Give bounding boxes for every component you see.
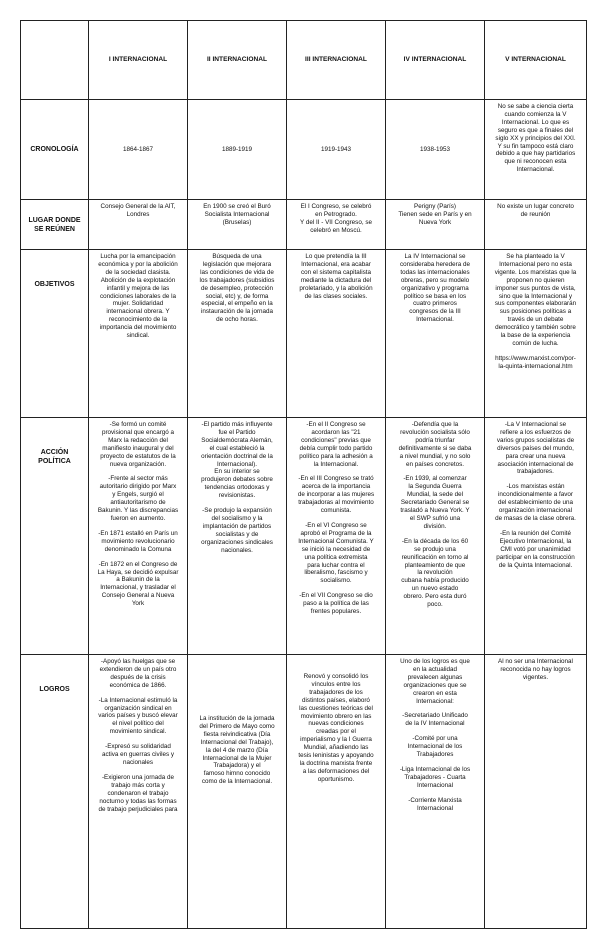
cell-line: -En 1871 estalló en París un (98, 529, 178, 537)
cell-line: para crear una nueva (505, 452, 566, 460)
cell-line: de las clases sociales. (304, 292, 368, 300)
cell-line: creadas por el (316, 728, 356, 736)
cell-line: organización internacional (498, 507, 573, 515)
cell-line: -Se produjo la expansión (202, 507, 272, 515)
cell-line: vigente. Los marxistas que la (494, 268, 577, 276)
cell-line: Lo que pretendía la III (305, 253, 367, 260)
line-gap (93, 468, 183, 475)
cell-line: organizaciones que se (403, 681, 467, 689)
cell-line: reconocida no hay logros (500, 665, 571, 673)
line-gap (291, 585, 381, 592)
cell-line: se produjo una (414, 545, 456, 553)
cell-line: se inició la necesidad de (301, 545, 371, 553)
cell-line: siglo XX y principios del XXI. (495, 134, 576, 142)
line-gap (489, 523, 582, 530)
cell-line: reunificación en torno al (401, 553, 469, 561)
cell-line: Internacional del Trabajo), (200, 738, 274, 746)
line-gap (489, 348, 582, 355)
header-row (21, 21, 587, 100)
cell-line: -Comité por una (412, 735, 458, 743)
cell-line: aprobó el Programa de la (300, 529, 372, 537)
cell-line: común de lucha. (512, 339, 559, 347)
cell-line: POLÍTICA (38, 458, 71, 465)
cell-line: LUGAR DONDE (28, 216, 81, 224)
cell-line: nocturno y todas las formas (99, 797, 177, 805)
cell-line: -En la década de los 60 (401, 537, 469, 545)
cell-line: en Petrogrado. (315, 210, 357, 218)
cell-line: de masas de la clase obrera. (495, 514, 576, 522)
cell-line: democrático y también sobre (495, 324, 576, 332)
cell-line: del establecimiento de una (498, 499, 573, 507)
header-v-internacional: V INTERNACIONAL (485, 21, 587, 100)
cell-lugar-iv (386, 200, 485, 250)
cell-line: denominado la Comuna (104, 545, 172, 553)
cell-line: Se ha planteado la V (506, 253, 565, 260)
cell-line: -Exigieron una jornada de (101, 773, 175, 781)
cell-line: El I Congreso, se celebró (300, 203, 372, 210)
row-cronologia (21, 100, 587, 200)
cell-line: Consejo General a Nueva (101, 592, 175, 600)
cell-line: división. (423, 522, 447, 530)
cell-line: cubana había producido (401, 577, 469, 585)
cell-line: organizativo y programa (401, 284, 469, 292)
cell-line: Bakunin. Y las discrepancias (97, 507, 179, 515)
cell-line: Internacional, y trasladar el (100, 584, 176, 592)
cell-line: participar en la construcción (496, 553, 575, 561)
cell-line: CMI votó por unanimidad (500, 545, 571, 553)
row-label-logros: LOGROS (21, 655, 89, 929)
cell-line: revisionistas. (218, 492, 256, 500)
cell-objetivos-iii (287, 250, 386, 418)
cell-line: Socialista Internacional (204, 210, 270, 218)
cell-line: -Secretariado Unificado (402, 712, 468, 720)
cell-line: nuevas condiciones (308, 720, 364, 728)
cell-line: -El partido más influyente (201, 421, 273, 428)
cell-line: seguro es que a finales del (497, 126, 574, 134)
cell-line: crearon en esta (413, 689, 457, 697)
cell-line: Renovó y consolidó los (303, 673, 369, 680)
cell-line: Internacional (416, 804, 454, 812)
line-gap (192, 500, 282, 507)
cell-line: mujer. Solidaridad (112, 300, 164, 308)
cell-line: Internacional). (217, 460, 257, 468)
cell-line: Y del II - VII Congreso, se (300, 218, 372, 226)
cell-line: Secretariado General se (400, 499, 470, 507)
cell-line: extendieron de un país otro (99, 665, 177, 673)
cell-line: La IV Internacional se (404, 253, 466, 260)
cell-accion-v (485, 418, 587, 655)
cell-line: Internacional de la Mujer (202, 754, 272, 762)
cell-line: todas las internacionales (400, 268, 470, 276)
cell-line: antiautoritarismo de (110, 499, 166, 507)
cell-line: la del 4 de marzo (Día (206, 746, 268, 754)
cell-line: -Frente al sector más (108, 475, 168, 483)
cell-line: para luchar contra el (307, 561, 365, 569)
cell-cronologia-v (485, 100, 587, 200)
cell-line: través de un debate (507, 316, 564, 324)
cell-line: trabajadoras al movimiento (298, 499, 374, 507)
cell-accion-i (89, 418, 188, 655)
cell-line: un nuevo estado (411, 585, 459, 593)
cell-line: imponer sus puntos de vista, (495, 284, 576, 292)
cell-line: proponen no quieren (506, 276, 565, 284)
cell-line: proletariado, y la abolición (299, 284, 373, 292)
cell-line: ACCIÓN (40, 449, 69, 456)
cell-line: produjeron debates sobre (201, 476, 273, 484)
cell-line: -En el VII Congreso se dio (299, 592, 373, 600)
cell-line: a nivel mundial, y no solo (399, 452, 471, 460)
cell-accion-iii (287, 418, 386, 655)
cell-line: proyecto de estatutos de la (100, 452, 176, 460)
cell-line: movimiento obrero en las (300, 712, 372, 720)
cell-line: cuatro primeros (413, 300, 457, 308)
cell-line: la base de la experiencia (500, 332, 571, 340)
cell-line: una política extremista (304, 553, 368, 561)
cell-line: a Bakunin de la (116, 576, 160, 584)
cell-line: asociación internacional de (497, 460, 574, 468)
cell-line: las cuestiones teóricas del (299, 704, 373, 712)
cell-line: nueva organización. (109, 460, 167, 468)
corner-cell (21, 21, 89, 100)
cell-logros-v (485, 655, 587, 929)
cell-line: 1889-1919 (221, 145, 253, 153)
cell-line: Al no ser una Internacional (498, 658, 573, 665)
cell-accion-ii (188, 418, 287, 655)
cell-line: podría triunfar (415, 436, 455, 444)
cell-cronologia-i (89, 100, 188, 200)
line-gap (93, 554, 183, 561)
cell-line: -Liga Internacional de los (399, 765, 471, 773)
cell-line: después de la crisis (110, 673, 166, 681)
cell-line: distintos países, elaboró (302, 696, 370, 704)
cell-line: Internacional pero no esta (499, 260, 572, 268)
cell-line: la doctrina marxista frente (299, 759, 373, 767)
cell-line: socialismo. (320, 577, 352, 585)
row-label-cronologia: CRONOLOGÍA (21, 100, 89, 200)
cell-line: nacionales (122, 758, 154, 766)
cell-line: implantación de partidos (202, 522, 272, 530)
cell-line: debía cumplir todo partido (299, 444, 373, 452)
cell-line: 1864-1867 (122, 145, 154, 153)
cell-logros-i (89, 655, 188, 929)
line-gap (390, 531, 480, 538)
cell-line: debido a que hay partidarios (495, 150, 576, 158)
cell-line: https://www.marxist.com/por- (495, 354, 576, 362)
cell-line: trabajo más corta y (111, 781, 165, 789)
cell-line: No existe un lugar concreto (497, 203, 574, 210)
cell-line: Búsqueda de una (212, 253, 262, 260)
cell-line: paso a la política de las (303, 600, 369, 608)
cell-line: la-quinta-internacional.htm (498, 362, 573, 370)
cell-line: 1919-1943 (320, 145, 352, 153)
cell-line: Y su fin tampoco está claro (497, 142, 574, 150)
cell-line: el SWP sufrió una (409, 514, 461, 522)
cell-line: consideraba heredera de (399, 260, 471, 268)
cell-line: No se sabe a ciencia cierta (497, 103, 574, 110)
cell-line: socialistas y de (215, 530, 259, 538)
cell-line: condiciones" previas que (301, 436, 371, 444)
cell-accion-iv (386, 418, 485, 655)
cell-line: trabajadores de los (309, 688, 363, 696)
cell-line: activa en guerras civiles y (101, 751, 175, 759)
cell-line: legislación que mejorara (202, 260, 272, 268)
cell-line: mediante la dictadura del (300, 276, 372, 284)
cell-line: -En el VI Congreso se (305, 521, 367, 529)
cell-line: el nivel político del (112, 720, 164, 728)
cell-line: la revolución (417, 569, 453, 577)
header-ii-internacional: II INTERNACIONAL (188, 21, 287, 100)
cell-line: político para la adhesión a (299, 452, 373, 460)
cell-line: reconocimiento de la (108, 316, 168, 324)
cell-line: -La Internacional estimuló la (98, 696, 178, 704)
cell-line: y Engels, surgió el (112, 491, 164, 499)
cell-line: cuando comienza la V (504, 110, 567, 118)
line-gap (390, 790, 480, 797)
internacionales-table (20, 20, 587, 929)
cell-line: -En el II Congreso se (306, 421, 366, 428)
cell-line: En su interior se (214, 468, 260, 476)
line-gap (291, 515, 381, 522)
cell-line: En 1900 se creó el Buró (203, 203, 271, 210)
cell-line: de incorporar a las mujeres (297, 491, 375, 499)
cell-line: especial, el empeño en la (201, 300, 273, 308)
cell-line: acordaron las "21 (311, 428, 361, 436)
cell-logros-iv (386, 655, 485, 929)
cell-line: varios países y buscó elevar (98, 712, 178, 720)
cell-line: orientación doctrinal de la (201, 452, 273, 460)
cell-objetivos-ii (188, 250, 287, 418)
cell-line: movimiento sindical. (109, 728, 167, 736)
cell-line: como de la Internacional. (201, 778, 273, 786)
line-gap (93, 523, 183, 530)
cell-line: Perigny (París) (414, 203, 456, 210)
cell-line: instauración de la jornada (200, 308, 274, 316)
cell-line: incondicionalmente a favor (498, 491, 573, 499)
cell-line: organización sindical en (104, 704, 172, 712)
cell-line: -En la reunión del Comité (499, 529, 572, 537)
cell-line: político se basa en los (403, 292, 467, 300)
cell-line: -Expresó su solidaridad (105, 743, 171, 751)
cell-line: de ocho horas. (216, 316, 258, 324)
cell-line: tendencias ortodoxas y (204, 484, 270, 492)
cell-line: vigentes. (522, 673, 549, 681)
cell-line: -La V Internacional se (504, 421, 567, 428)
cell-line: sus posiciones políticas a (499, 308, 572, 316)
cell-line: Internacional de los (407, 743, 463, 751)
line-gap (390, 759, 480, 766)
cell-line: poco. (427, 601, 443, 609)
cell-line: trasladó a Nueva York. Y (400, 507, 470, 515)
cell-line: la Internacional. (313, 460, 359, 468)
cell-line: Internacional (416, 781, 454, 789)
cell-line: Mundial, la sede del (406, 491, 463, 499)
row-objetivos (21, 250, 587, 418)
cell-objetivos-i (89, 250, 188, 418)
cell-line: sindical. (126, 332, 150, 340)
cell-line: tesis leninistas y apoyando (298, 752, 374, 760)
cell-line: varios grupos socialistas de (496, 436, 575, 444)
cell-line: Internacional: (416, 697, 454, 705)
cell-line: internacional obrera. Y (106, 308, 170, 316)
cell-line: Internacional. (416, 316, 454, 324)
cell-lugar-i (89, 200, 188, 250)
line-gap (93, 736, 183, 743)
cell-line: Internacional. (516, 166, 555, 174)
cell-line: diversos países del mundo, (497, 444, 574, 452)
cell-line: -En el III Congreso se trató (298, 475, 374, 483)
cell-line: las condiciones de vida de (200, 268, 274, 276)
cell-line: Abolición de la explotación (100, 276, 176, 284)
cell-line: Londres (126, 210, 150, 218)
cell-line: Nueva York (418, 218, 452, 226)
cell-line: revolución socialista sólo (400, 428, 470, 436)
cell-line: social, etc) y, de forma (205, 292, 269, 300)
cell-line: condenaron el trabajo (107, 789, 169, 797)
cell-line: -Corriente Marxista (408, 796, 462, 804)
cell-line: -Los marxistas están (506, 483, 565, 491)
cell-line: congresos de la III (409, 308, 461, 316)
cell-line: de la sociedad clasista. (105, 268, 171, 276)
cell-line: Marx la redacción del (108, 436, 168, 444)
cell-line: de trabajo perjudiciales para (98, 805, 178, 813)
cell-line: celebró en Moscú. (310, 226, 362, 234)
cell-line: Internacional. Lo que es (501, 118, 570, 126)
cell-line: en la actualidad (412, 665, 458, 673)
cell-line: liberalismo, fascismo y (304, 569, 368, 577)
cell-line: Internacional Comunista. Y (298, 537, 374, 545)
cell-line: acerca de la importancia (301, 483, 371, 491)
cell-line: prevalecen algunas (407, 673, 463, 681)
cell-line: infantil y mejora de las (106, 284, 170, 292)
cell-line: del socialismo y la (211, 514, 263, 522)
row-label-lugar (21, 200, 89, 250)
cell-line: (Bruselas) (222, 218, 252, 226)
cell-line: en países concretos. (405, 460, 465, 468)
cell-line: provisional que encargó a (101, 428, 175, 436)
line-gap (390, 728, 480, 735)
cell-line: de reunión (520, 210, 551, 218)
cell-line: Mundial, añadiendo las (303, 744, 369, 752)
cell-line: vínculos entre los (311, 680, 361, 688)
row-accion (21, 418, 587, 655)
cell-line: económica y por la abolición (98, 260, 178, 268)
cell-logros-iii (287, 655, 386, 929)
cell-line: La Haya, se decidió expulsar (97, 568, 179, 576)
cell-line: a las deformaciones del (302, 767, 370, 775)
cell-line: 1938-1953 (419, 145, 451, 153)
cell-line: -Apoyó las huelgas que se (100, 658, 176, 665)
cell-line: sus componentes elaborarán (494, 300, 577, 308)
cell-line: Tienen sede en París y en (398, 210, 472, 218)
cell-line: refiere a los esfuerzos de (500, 428, 571, 436)
row-logros (21, 655, 587, 929)
cell-line: obrero. Pero esta duró (403, 593, 467, 601)
row-label-objetivos: OBJETIVOS (21, 250, 89, 418)
cell-line: la Segunda Guerra (408, 483, 462, 491)
cell-line: condiciones laborales de la (100, 292, 176, 300)
cell-line: Ejecutivo Internacional, la (499, 537, 572, 545)
cell-cronologia-iii (287, 100, 386, 200)
cell-line: obreras, pero su modelo (400, 276, 470, 284)
cell-line: frentes populares. (310, 608, 362, 616)
cell-line: oportunismo. (317, 775, 355, 783)
header-iv-internacional: IV INTERNACIONAL (386, 21, 485, 100)
cell-line: trabajadores. (517, 468, 554, 476)
cell-line: Trabajadores - Cuarta (404, 773, 466, 781)
cell-line: -Defendía que la (411, 421, 459, 428)
cell-line: York (131, 600, 145, 608)
line-gap (390, 468, 480, 475)
cell-line: que ni reconocen esta (504, 158, 567, 166)
cell-objetivos-iv (386, 250, 485, 418)
cell-lugar-iii (287, 200, 386, 250)
cell-line: fue el Partido (218, 428, 256, 436)
cell-line: Internacional, era acabar (301, 260, 371, 268)
cell-line: Socialdemócrata Alemán, (201, 436, 273, 444)
cell-line: imperialismo y la I Guerra (300, 736, 372, 744)
line-gap (93, 767, 183, 774)
cell-line: de la IV Internacional (405, 720, 465, 728)
header-iii-internacional: III INTERNACIONAL (287, 21, 386, 100)
cell-logros-ii (188, 655, 287, 929)
cell-lugar-ii (188, 200, 287, 250)
cell-line: fueron en aumento. (110, 514, 166, 522)
cell-line: SE REÚNEN (34, 225, 75, 233)
cell-line: importancia del movimiento (99, 324, 177, 332)
cell-line: de desempleo, protección (200, 284, 274, 292)
cell-line: Consejo General de la AIT, (100, 203, 176, 210)
cell-line: sino que la Internacional y (498, 292, 573, 300)
cell-line: del Primero de Mayo como (199, 722, 275, 730)
cell-line: Trabajadores (416, 751, 454, 759)
cell-line: de la Quinta Internacional. (498, 561, 573, 569)
cell-line: planteamiento de que (404, 561, 466, 569)
cell-line: -En 1872 en el Congreso de (98, 560, 178, 568)
cell-line: -En 1939, al comenzar (403, 475, 467, 483)
cell-line: La institución de la jornada (199, 715, 275, 722)
line-gap (93, 690, 183, 697)
line-gap (390, 705, 480, 712)
cell-line: famoso himno conocido (203, 770, 271, 778)
cell-line: movimiento revolucionario (101, 537, 175, 545)
line-gap (489, 476, 582, 483)
header-i-internacional: I INTERNACIONAL (89, 21, 188, 100)
cell-line: definitivamente si se daba (398, 444, 472, 452)
cell-line: manifiesto inaugural y del (102, 444, 174, 452)
cell-line: -Se formó un comité (109, 421, 167, 428)
cell-line: económica de 1866. (109, 681, 167, 689)
cell-line: los trabajadores (subsidios (199, 276, 275, 284)
cell-cronologia-ii (188, 100, 287, 200)
cell-cronologia-iv (386, 100, 485, 200)
cell-line: fiesta reivindicativa (Día (203, 730, 271, 738)
cell-line: el cual estableció la (209, 444, 265, 452)
cell-line: nacionales. (221, 546, 253, 554)
line-gap (291, 468, 381, 475)
cell-objetivos-v (485, 250, 587, 418)
cell-line: Trabajadora) y el (213, 762, 261, 770)
cell-line: Lucha por la emancipación (100, 253, 176, 260)
row-lugar (21, 200, 587, 250)
cell-line: con el sistema capitalista (301, 268, 371, 276)
cell-line: comunista. (320, 507, 352, 515)
row-label-accion (21, 418, 89, 655)
cell-line: organizaciones sindicales (201, 538, 273, 546)
cell-lugar-v (485, 200, 587, 250)
cell-line: Uno de los logros es que (400, 658, 470, 665)
cell-line: autoritario dirigido por Marx (99, 483, 177, 491)
